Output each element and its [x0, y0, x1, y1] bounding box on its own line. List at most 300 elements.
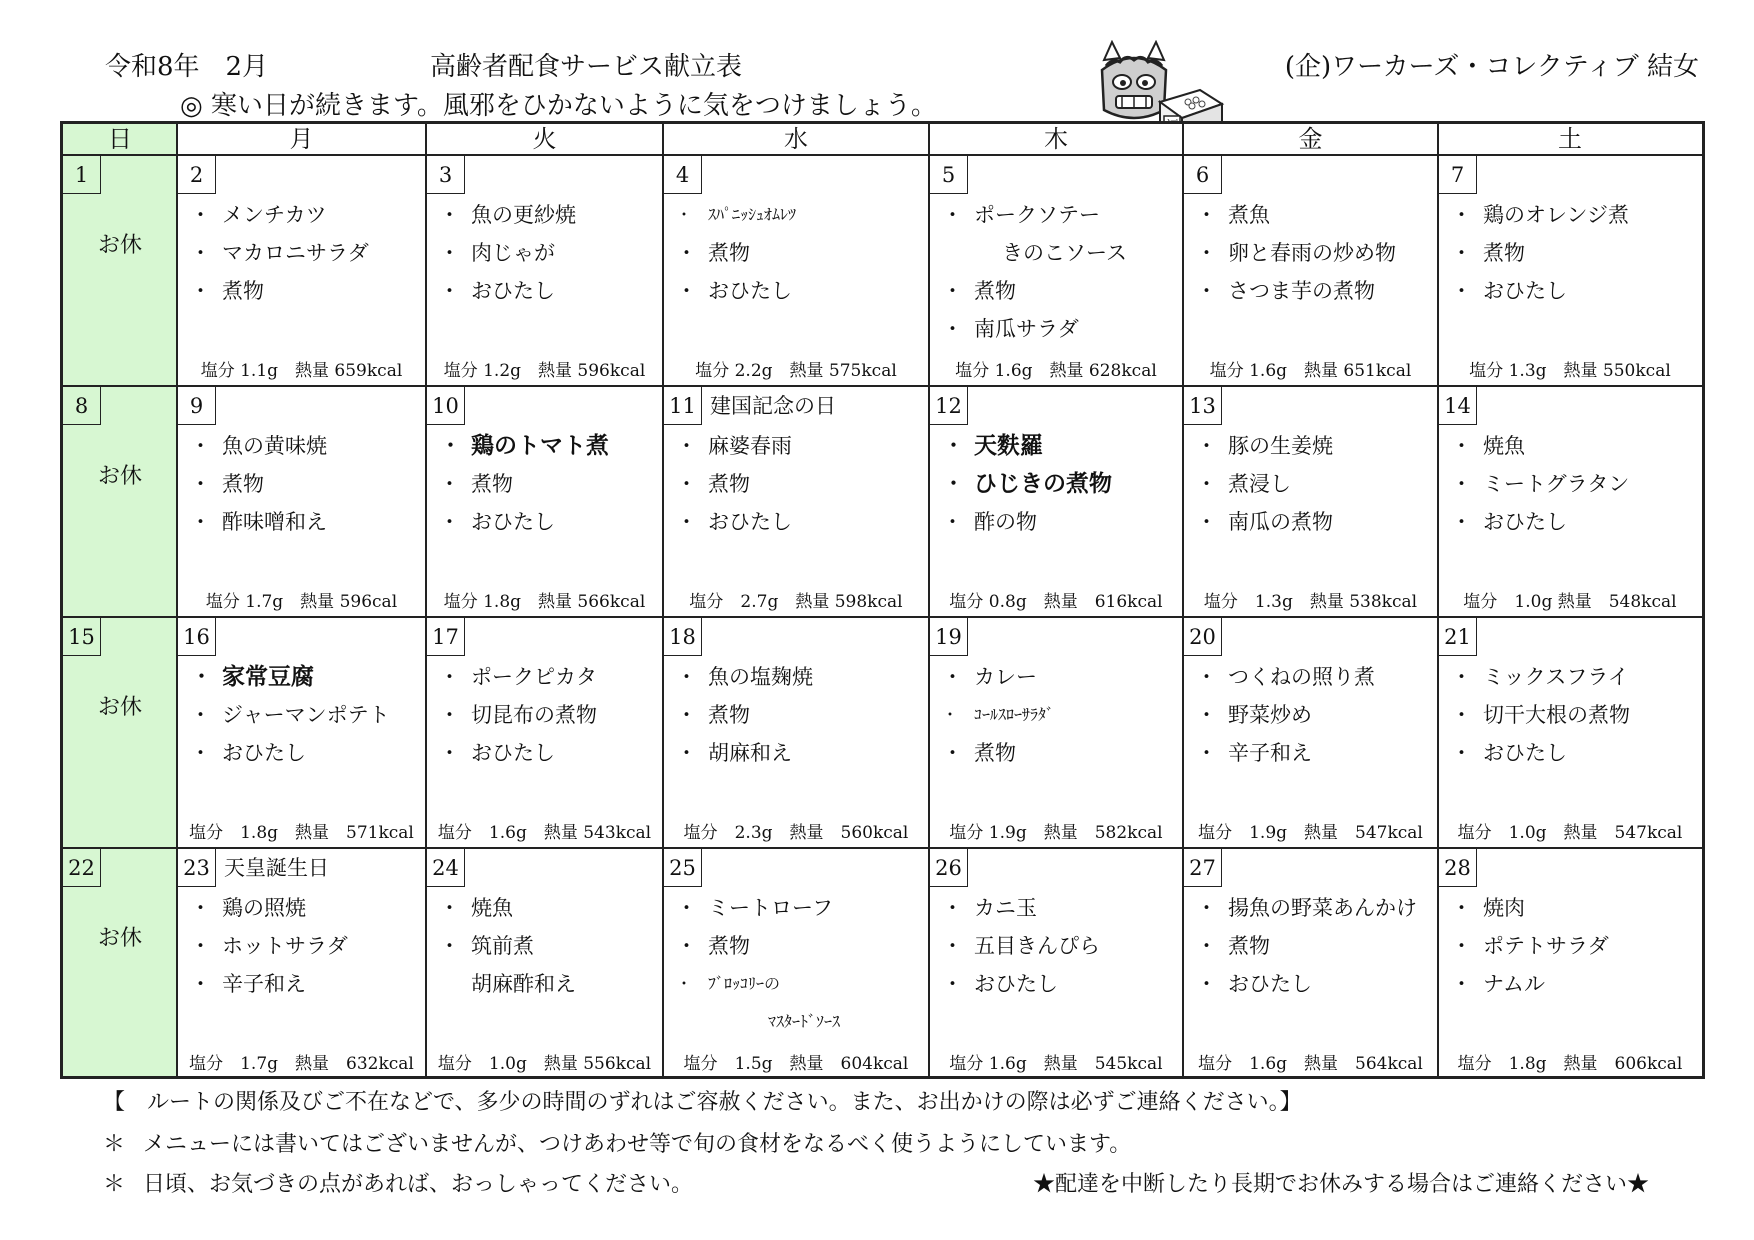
bullet-mark: ・ [439, 665, 460, 689]
footer-note-ingredients [103, 1127, 1131, 1158]
menu-item [1196, 734, 1433, 772]
menu-item-text: ナムル [1483, 972, 1545, 996]
bullet-mark: ・ [1196, 972, 1217, 996]
menu-item [190, 734, 421, 772]
menu-item-text: ポークピカタ [471, 665, 597, 689]
menu-item [439, 927, 658, 965]
bullet-mark: ・ [1451, 665, 1472, 689]
header-date: 令和8年 2月 [105, 52, 269, 82]
nutrition-info: 塩分 1.2g 熱量 596kcal [443, 361, 646, 381]
day-cell [930, 849, 1182, 1078]
bullet-mark: ・ [1196, 472, 1217, 496]
menu-item [439, 234, 658, 272]
menu-item-text: おひたし [471, 741, 555, 765]
holiday-label: 天皇誕生日 [224, 856, 329, 880]
bullet-mark: ・ [439, 703, 460, 727]
menu-item [190, 427, 421, 465]
menu-item-text: 五目きんぴら [974, 934, 1100, 958]
date-number: 9 [178, 387, 216, 425]
menu-item [1451, 889, 1697, 927]
bullet-mark: ・ [1451, 279, 1472, 303]
menu-item [190, 465, 421, 503]
bullet-mark: ・ [942, 433, 965, 459]
page-title: 高齢者配食サービス献立表 [430, 52, 743, 82]
bullet-mark: ・ [439, 472, 460, 496]
menu-item-text: 煮物 [222, 279, 264, 303]
nutrition-info: 塩分 2.2g 熱量 575kcal [695, 361, 897, 381]
bullet-mark: ・ [190, 241, 211, 265]
menu-item-text: 南瓜サラダ [974, 317, 1079, 341]
date-number: 6 [1184, 156, 1222, 194]
menu-item-text: 天麩羅 [974, 432, 1043, 459]
menu-list [676, 196, 924, 310]
date-number: 19 [930, 618, 968, 656]
bullet-mark: ・ [1451, 934, 1472, 958]
menu-item [439, 196, 658, 234]
day-cell [664, 156, 928, 385]
day-cell [1439, 618, 1701, 847]
menu-item-text: ミックスフライ [1483, 665, 1629, 689]
menu-item [1451, 427, 1697, 465]
menu-item [942, 658, 1178, 696]
footer-note-contact: ★配達を中断したり長期でお休みする場合はご連絡ください★ [1032, 1172, 1649, 1197]
menu-list [942, 658, 1178, 772]
menu-item-text: 焼肉 [1483, 896, 1525, 920]
menu-item-text: 酢の物 [974, 510, 1037, 534]
bullet-mark: ・ [1196, 510, 1217, 534]
menu-item [1196, 696, 1433, 734]
menu-item [1451, 503, 1697, 541]
holiday-label: 建国記念の日 [710, 394, 836, 418]
bullet-mark: ・ [190, 972, 211, 996]
menu-item [190, 965, 421, 1003]
bullet-mark: ・ [1196, 203, 1217, 227]
day-cell [930, 618, 1182, 847]
menu-item [1451, 196, 1697, 234]
date-number: 2 [178, 156, 216, 194]
menu-item [1451, 272, 1697, 310]
menu-item-text: 煮物 [974, 279, 1016, 303]
menu-item [439, 427, 658, 465]
asterisk-mark: ＊ [103, 1132, 126, 1157]
menu-item-text: 煮物 [708, 934, 750, 958]
menu-item-text: 煮物 [708, 472, 750, 496]
menu-item-text: 酢味噌和え [222, 510, 327, 534]
menu-item [439, 734, 658, 772]
menu-item [942, 889, 1178, 927]
bullet-mark: ・ [439, 934, 460, 958]
date-number: 25 [664, 849, 702, 887]
bullet-mark: ・ [1451, 472, 1472, 496]
date-number: 18 [664, 618, 702, 656]
menu-item [1196, 196, 1433, 234]
bullet-mark: ・ [1451, 434, 1472, 458]
menu-item-text: おひたし [471, 279, 555, 303]
menu-item [1196, 965, 1433, 1003]
day-cell [178, 618, 425, 847]
bullet-mark: ・ [942, 705, 959, 724]
day-cell [427, 156, 662, 385]
menu-item-text: 卵と春雨の炒め物 [1228, 241, 1396, 265]
bullet-mark: ・ [1451, 703, 1472, 727]
menu-item-text: 煮魚 [1228, 203, 1270, 227]
menu-item-text: 豚の生姜焼 [1228, 434, 1333, 458]
bullet-mark: ・ [1451, 203, 1472, 227]
menu-item-text: ひじきの煮物 [974, 470, 1112, 497]
nutrition-info: 塩分 1.9g 熱量 582kcal [949, 823, 1163, 843]
day-cell [178, 156, 425, 385]
date-number: 7 [1439, 156, 1477, 194]
bullet-mark: ・ [190, 896, 211, 920]
menu-item-text: マカロニサラダ [222, 241, 369, 265]
menu-item-text: 焼魚 [471, 896, 513, 920]
menu-item [439, 889, 658, 927]
footer-note-feedback [103, 1167, 693, 1198]
menu-item-text: ミートグラタン [1483, 472, 1630, 496]
menu-list [1196, 427, 1433, 541]
bullet-mark: ・ [190, 934, 211, 958]
weekday-header: 木 [1044, 125, 1068, 153]
closed-label: お休 [97, 926, 142, 951]
bullet-mark: ・ [1451, 510, 1472, 534]
date-number: 12 [930, 387, 968, 425]
bullet-mark: ・ [1451, 741, 1472, 765]
menu-item [676, 927, 924, 965]
bullet-mark: ・ [942, 203, 963, 227]
footer-note-feedback-text: 日頃、お気づきの点があれば、おっしゃってください。 [143, 1172, 694, 1197]
menu-item [1196, 272, 1433, 310]
weekday-header: 火 [532, 125, 557, 153]
menu-list [190, 427, 421, 541]
nutrition-info: 塩分 1.8g 熱量 566kcal [443, 592, 646, 612]
bullet-mark: ・ [190, 664, 213, 690]
menu-list [1451, 427, 1697, 541]
bullet-mark: ・ [439, 896, 460, 920]
bullet-mark: ・ [1451, 972, 1472, 996]
menu-item-text: きのこソース [1002, 241, 1127, 265]
menu-item [676, 427, 924, 465]
bullet-mark: ・ [676, 703, 697, 727]
nutrition-info: 塩分 1.8g 熱量 606kcal [1457, 1054, 1683, 1074]
nutrition-info: 塩分 1.0g 熱量 548kcal [1463, 592, 1677, 612]
menu-item [190, 272, 421, 310]
menu-list [942, 427, 1178, 541]
menu-list [190, 889, 421, 1003]
menu-item-text: おひたし [471, 510, 555, 534]
menu-item-text: 煮物 [708, 241, 750, 265]
footer-note-ingredients-text: メニューには書いてはございませんが、つけあわせ等で旬の食材をなるべく使うようにしています。 [143, 1132, 1132, 1157]
day-cell [930, 156, 1182, 385]
nutrition-info: 塩分 1.0g 熱量 556kcal [437, 1054, 652, 1074]
menu-item [942, 696, 1178, 734]
sunday-cell [63, 849, 177, 1078]
date-number: 15 [63, 618, 101, 656]
menu-list [676, 427, 924, 541]
bullet-mark: ・ [676, 279, 697, 303]
day-cell [427, 387, 662, 616]
menu-item-text: 煮物 [1228, 934, 1270, 958]
bullet-mark: ・ [439, 241, 460, 265]
bullet-mark: ・ [1196, 703, 1217, 727]
day-cell [1439, 387, 1701, 616]
footer-note-delivery-time: 【 ルートの関係及びご不在などで、多少の時間のずれはご容赦ください。また、お出かけの際は必ずご連絡ください。】 [103, 1090, 1302, 1115]
weekday-header: 金 [1298, 125, 1323, 153]
nutrition-info: 塩分 1.9g 熱量 547kcal [1198, 823, 1423, 843]
bullet-mark: ・ [942, 896, 963, 920]
menu-item-text: おひたし [1483, 510, 1567, 534]
nutrition-info: 塩分 1.0g 熱量 547kcal [1457, 823, 1683, 843]
menu-item [1451, 234, 1697, 272]
nutrition-info: 塩分 1.7g 熱量 596cal [205, 592, 398, 612]
menu-item [676, 234, 924, 272]
menu-list [439, 889, 658, 1003]
menu-item [942, 427, 1178, 465]
menu-item [676, 196, 924, 234]
menu-list [676, 889, 924, 1041]
menu-item [1196, 889, 1433, 927]
menu-list [1451, 658, 1697, 772]
menu-item-text: 鶏のトマト煮 [471, 432, 609, 459]
sunday-cell [63, 618, 177, 847]
menu-item-text: 魚の更紗焼 [471, 203, 576, 227]
menu-item [1451, 465, 1697, 503]
menu-item-text: カニ玉 [974, 896, 1037, 920]
menu-list [676, 658, 924, 772]
nutrition-info: 塩分 1.5g 熱量 604kcal [683, 1054, 909, 1074]
date-number: 11 [664, 387, 702, 425]
nutrition-info: 塩分 1.6g 熱量 628kcal [955, 361, 1157, 381]
bullet-mark: ・ [676, 472, 697, 496]
menu-item [1451, 696, 1697, 734]
bullet-mark: ・ [942, 665, 963, 689]
menu-item-text: おひたし [708, 510, 792, 534]
closed-label: お休 [97, 233, 142, 258]
menu-item-text: 煮物 [974, 741, 1016, 765]
menu-list [942, 889, 1178, 1003]
menu-item [942, 196, 1178, 234]
nutrition-info: 塩分 2.3g 熱量 560kcal [683, 823, 909, 843]
date-number: 23 [178, 849, 216, 887]
menu-item-text: 魚の塩麹焼 [708, 665, 813, 689]
menu-item-text: 煮物 [708, 703, 750, 727]
nutrition-info: 塩分 1.8g 熱量 571kcal [189, 823, 414, 843]
menu-item-text: 南瓜の煮物 [1228, 510, 1333, 534]
menu-item-text: ホットサラダ [222, 934, 348, 958]
menu-item-text: 魚の黄味焼 [222, 434, 327, 458]
menu-item-text: 辛子和え [1228, 741, 1312, 765]
menu-list [1196, 889, 1433, 1003]
day-cell [427, 849, 662, 1078]
menu-item-text: 煮浸し [1228, 472, 1291, 496]
bullet-mark: ・ [676, 665, 697, 689]
date-number: 17 [427, 618, 465, 656]
menu-item [942, 503, 1178, 541]
menu-item-text: 煮物 [222, 472, 264, 496]
menu-item-text: つくねの照り煮 [1228, 665, 1375, 689]
weekday-header: 月 [289, 125, 314, 153]
bullet-mark: ・ [1196, 741, 1217, 765]
menu-item-text: ﾏｽﾀｰﾄﾞｿｰｽ [768, 1012, 841, 1031]
menu-list [190, 658, 421, 772]
date-number: 22 [63, 849, 101, 887]
bullet-mark: ・ [190, 203, 211, 227]
bullet-mark: ・ [1451, 896, 1472, 920]
nutrition-info: 塩分 0.8g 熱量 616kcal [949, 592, 1163, 612]
menu-item-text: 煮物 [1483, 241, 1525, 265]
menu-item [942, 465, 1178, 503]
day-cell [1439, 156, 1701, 385]
menu-item-text: ジャーマンポテト [222, 703, 390, 727]
menu-item-text: ｺｰﾙｽﾛｰｻﾗﾀﾞ [974, 705, 1055, 724]
nutrition-info: 塩分 1.6g 熱量 545kcal [949, 1054, 1163, 1074]
bullet-mark: ・ [942, 741, 963, 765]
menu-item-text: 鶏のオレンジ煮 [1483, 203, 1629, 227]
menu-item-text: おひたし [974, 972, 1058, 996]
menu-item [1196, 927, 1433, 965]
bullet-mark: ・ [1196, 896, 1217, 920]
bullet-mark: ・ [942, 510, 963, 534]
menu-list [1196, 196, 1433, 310]
menu-item-text: さつま芋の煮物 [1228, 279, 1375, 303]
bullet-mark: ・ [676, 510, 697, 534]
bullet-mark: ・ [942, 972, 963, 996]
day-cell [178, 849, 425, 1078]
bullet-mark: ・ [942, 317, 963, 341]
bullet-mark: ・ [190, 741, 211, 765]
closed-label: お休 [97, 464, 142, 489]
bullet-mark [439, 965, 471, 1003]
menu-item [676, 465, 924, 503]
menu-item-text: おひたし [1228, 972, 1312, 996]
menu-item-text: おひたし [1483, 279, 1567, 303]
menu-item [190, 696, 421, 734]
day-cell [930, 387, 1182, 616]
menu-item-text: 胡麻酢和え [471, 972, 576, 996]
date-number: 3 [427, 156, 465, 194]
menu-item [676, 696, 924, 734]
day-cell [1184, 387, 1437, 616]
menu-calendar [60, 121, 1705, 1079]
menu-item-text: 肉じゃが [471, 241, 555, 265]
bullet-mark: ・ [1196, 434, 1217, 458]
menu-item-text: ポークソテー [974, 203, 1100, 227]
date-number: 16 [178, 618, 216, 656]
menu-item [1196, 658, 1433, 696]
menu-item-text: 家常豆腐 [222, 663, 314, 690]
menu-item [190, 927, 421, 965]
menu-item-text: 筑前煮 [471, 934, 534, 958]
menu-item-text: 野菜炒め [1228, 703, 1312, 727]
day-cell [664, 849, 928, 1078]
bullet-mark: ・ [190, 279, 211, 303]
nutrition-info: 塩分 1.6g 熱量 651kcal [1209, 361, 1412, 381]
date-number: 4 [664, 156, 702, 194]
asterisk-mark: ＊ [103, 1172, 126, 1197]
menu-item [676, 734, 924, 772]
bullet-mark: ・ [942, 279, 963, 303]
menu-item [190, 889, 421, 927]
date-number: 27 [1184, 849, 1222, 887]
day-cell [1439, 849, 1701, 1078]
bullet-mark: ・ [1451, 241, 1472, 265]
menu-item-text: ポテトサラダ [1483, 934, 1609, 958]
day-cell [1184, 618, 1437, 847]
nutrition-info: 塩分 1.3g 熱量 550kcal [1469, 361, 1671, 381]
nutrition-info: 塩分 1.7g 熱量 632kcal [189, 1054, 414, 1074]
menu-list [1451, 889, 1697, 1003]
menu-item [942, 310, 1178, 348]
date-number: 10 [427, 387, 465, 425]
menu-item-text: 煮物 [471, 472, 513, 496]
day-cell [1184, 849, 1437, 1078]
nutrition-info: 塩分 2.7g 熱量 598kcal [689, 592, 903, 612]
date-number: 24 [427, 849, 465, 887]
closed-label: お休 [97, 695, 142, 720]
nutrition-info: 塩分 1.3g 熱量 538kcal [1203, 592, 1418, 612]
date-number: 14 [1439, 387, 1477, 425]
menu-list [439, 196, 658, 310]
menu-item [439, 465, 658, 503]
date-number: 28 [1439, 849, 1477, 887]
bullet-mark: ・ [676, 741, 697, 765]
bullet-mark: ・ [676, 934, 697, 958]
menu-item [439, 272, 658, 310]
bullet-mark: ・ [676, 241, 697, 265]
menu-item [1196, 465, 1433, 503]
bullet-mark: ・ [676, 434, 697, 458]
menu-item [1451, 658, 1697, 696]
menu-list [190, 196, 421, 310]
date-number: 5 [930, 156, 968, 194]
sunday-cell [63, 387, 177, 616]
nutrition-info: 塩分 1.1g 熱量 659kcal [200, 361, 403, 381]
menu-item [942, 734, 1178, 772]
bullet-mark: ・ [439, 279, 460, 303]
menu-item-text: ミートローフ [708, 896, 833, 920]
menu-item [1451, 734, 1697, 772]
bullet-mark [676, 1003, 768, 1041]
menu-item [439, 696, 658, 734]
bullet-mark: ・ [190, 434, 211, 458]
date-number: 1 [63, 156, 101, 194]
menu-item [676, 658, 924, 696]
nutrition-info: 塩分 1.6g 熱量 543kcal [437, 823, 652, 843]
menu-item [439, 965, 658, 1003]
day-cell [664, 387, 928, 616]
day-cell [427, 618, 662, 847]
bullet-mark: ・ [1196, 665, 1217, 689]
menu-item [942, 927, 1178, 965]
menu-item-text: カレー [974, 665, 1037, 689]
menu-item-text: 麻婆春雨 [708, 434, 792, 458]
bullet-mark: ・ [942, 471, 965, 497]
menu-item [942, 272, 1178, 310]
header-note: ◎ 寒い日が続きます。風邪をひかないように気をつけましょう。 [180, 91, 937, 121]
menu-item [942, 965, 1178, 1003]
menu-item [1196, 234, 1433, 272]
menu-item [676, 272, 924, 310]
menu-item [190, 196, 421, 234]
menu-item-text: ﾌﾞﾛｯｺﾘｰの [708, 974, 781, 993]
organization-name: (企)ワーカーズ・コレクティブ 結女 [1284, 52, 1699, 82]
weekday-header: 土 [1558, 125, 1582, 153]
menu-item-text: 胡麻和え [708, 741, 792, 765]
menu-item [190, 658, 421, 696]
menu-item-text: 切干大根の煮物 [1483, 703, 1630, 727]
menu-item [190, 503, 421, 541]
menu-item [1451, 927, 1697, 965]
date-number: 21 [1439, 618, 1477, 656]
